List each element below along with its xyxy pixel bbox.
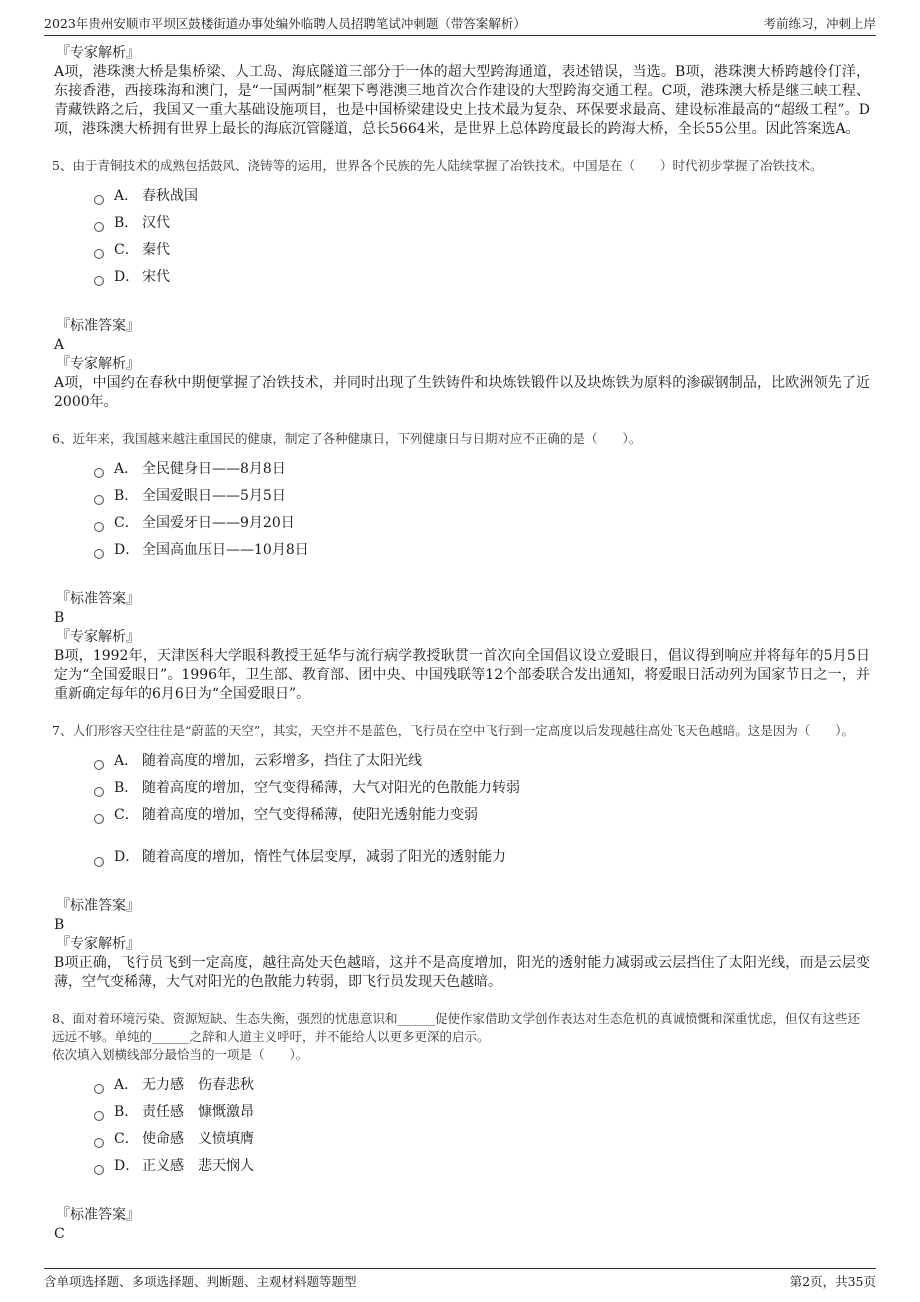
q8-option-d[interactable]: D． 正义感 悲天悯人 [94,1153,870,1180]
q7-answer: B [54,917,65,933]
q5-option-a[interactable]: A． 春秋战国 [94,183,870,210]
expert-analysis-label: 『专家解析』 [56,629,140,645]
page-header [44,12,876,36]
radio-icon[interactable] [94,468,104,478]
radio-icon[interactable] [94,249,104,259]
radio-icon[interactable] [94,857,104,867]
q6-question: 6、近年来，我国越来越注重国民的健康，制定了各种健康日，下列健康日与日期对应不正确的是（ ）。 [52,431,642,446]
q6-explanation: B项，1992年，天津医科大学眼科教授王延华与流行病学教授耿贯一首次向全国倡议设立爱眼日，倡议得到响应并将每年的5月5日定为“全国爱眼日”。1996年，卫生部、教育部、团中央、中国残联等12个部委联合发出通知，将爱眼日活动列为国家节日之一，并重新确定每年的6月6日为“全国爱眼日”。 [54,648,870,702]
standard-answer-label: 『标准答案』 [56,898,140,914]
q7-option-d[interactable]: D． 随着高度的增加，惰性气体层变厚，减弱了阳光的透射能力 [94,829,870,871]
q6-option-c[interactable]: C． 全国爱牙日——9月20日 [94,510,870,537]
q7-question: 7、人们形容天空往往是“蔚蓝的天空”，其实，天空并不是蓝色，飞行员在空中飞行到一定高度以后发现越往高处飞天色越暗。这是因为（ ）。 [52,723,854,738]
radio-icon[interactable] [94,522,104,532]
radio-icon[interactable] [94,1138,104,1148]
radio-icon[interactable] [94,195,104,205]
radio-icon[interactable] [94,222,104,232]
q6-answer: B [54,610,65,626]
q4-explanation: A项，港珠澳大桥是集桥梁、人工岛、海底隧道三部分于一体的超大型跨海通道，表述错误，当选。B项，港珠澳大桥跨越伶仃洋，东接香港，西接珠海和澳门，是“一国两制”框架下粤港澳三地首次合作建设的大型跨海交通工程。C项，港珠澳大桥是继三峡工程、青藏铁路之后，我国又一重大基础设施项目，也是中国桥梁建设史上技术最为复杂、环保要求最高、建设标准最高的“超级工程”。D项，港珠澳大桥拥有世界上最长的海底沉管隧道，总长5664米，是世界上总体跨度最长的跨海大桥，全长55公里。因此答案选A。 [54,64,870,137]
q8-options [94,1072,870,1180]
q6-option-d[interactable]: D． 全国高血压日——10月8日 [94,537,870,564]
expert-analysis-label: 『专家解析』 [56,356,140,372]
q8-question: 8、面对着环境污染、资源短缺、生态失衡，强烈的忧患意识和______促使作家借助文学创作表达对生态危机的真诚愤慨和深重忧虑，但仅有这些还远远不够。单纯的______之辞和人道主义呼吁，并不能给人以更多更深的启示。 [52,1011,860,1044]
radio-icon[interactable] [94,1111,104,1121]
expert-analysis-label: 『专家解析』 [56,936,140,952]
radio-icon[interactable] [94,495,104,505]
radio-icon[interactable] [94,787,104,797]
standard-answer-label: 『标准答案』 [56,318,140,334]
q5-question: 5、由于青铜技术的成熟包括鼓风、浇铸等的运用，世界各个民族的先人陆续掌握了冶铁技术。中国是在（ ）时代初步掌握了冶铁技术。 [52,158,823,173]
footer-note: 含单项选择题、多项选择题、判断题、主观材料题等题型 [44,1274,357,1289]
q7-option-b[interactable]: B． 随着高度的增加，空气变得稀薄，大气对阳光的色散能力转弱 [94,775,870,802]
expert-analysis-label: 『专家解析』 [56,45,140,61]
page-content [54,44,870,1244]
q7-explanation: B项正确，飞行员飞到一定高度，越往高处天色越暗，这并不是高度增加，阳光的透射能力减弱或云层挡住了太阳光线，而是云层变薄，空气变稀薄，大气对阳光的色散能力转弱，即飞行员发现天色越暗。 [54,955,870,990]
q8-option-a[interactable]: A． 无力感 伤春悲秋 [94,1072,870,1099]
q5-answer: A [54,337,65,353]
q7-option-c[interactable]: C． 随着高度的增加，空气变得稀薄，使阳光透射能力变弱 [94,802,870,829]
q8-option-b[interactable]: B． 责任感 慷慨激昂 [94,1099,870,1126]
radio-icon[interactable] [94,276,104,286]
q6-option-b[interactable]: B． 全国爱眼日——5月5日 [94,483,870,510]
standard-answer-label: 『标准答案』 [56,1207,140,1223]
standard-answer-label: 『标准答案』 [56,591,140,607]
radio-icon[interactable] [94,549,104,559]
q8-option-c[interactable]: C． 使命感 义愤填膺 [94,1126,870,1153]
radio-icon[interactable] [94,760,104,770]
header-slogan: 考前练习，冲刺上岸 [763,16,876,31]
radio-icon[interactable] [94,814,104,824]
header-title: 2023年贵州安顺市平坝区鼓楼街道办事处编外临聘人员招聘笔试冲刺题（带答案解析） [44,16,526,31]
q7-options [94,748,870,871]
q7-option-a[interactable]: A． 随着高度的增加，云彩增多，挡住了太阳光线 [94,748,870,775]
q8-answer: C [54,1226,65,1242]
radio-icon[interactable] [94,1084,104,1094]
q6-option-a[interactable]: A． 全民健身日——8月8日 [94,456,870,483]
q5-option-d[interactable]: D． 宋代 [94,264,870,291]
radio-icon[interactable] [94,1165,104,1175]
q5-options [94,183,870,291]
q8-instruction: 依次填入划横线部分最恰当的一项是（ ）。 [52,1047,309,1062]
page-number: 第2页，共35页 [789,1274,876,1289]
page-footer [44,1268,876,1290]
q5-explanation: A项，中国约在春秋中期便掌握了冶铁技术，并同时出现了生铁铸件和块炼铁锻件以及块炼铁为原料的渗碳钢制品，比欧洲领先了近2000年。 [54,375,870,410]
q6-options [94,456,870,564]
q5-option-c[interactable]: C． 秦代 [94,237,870,264]
q5-option-b[interactable]: B． 汉代 [94,210,870,237]
